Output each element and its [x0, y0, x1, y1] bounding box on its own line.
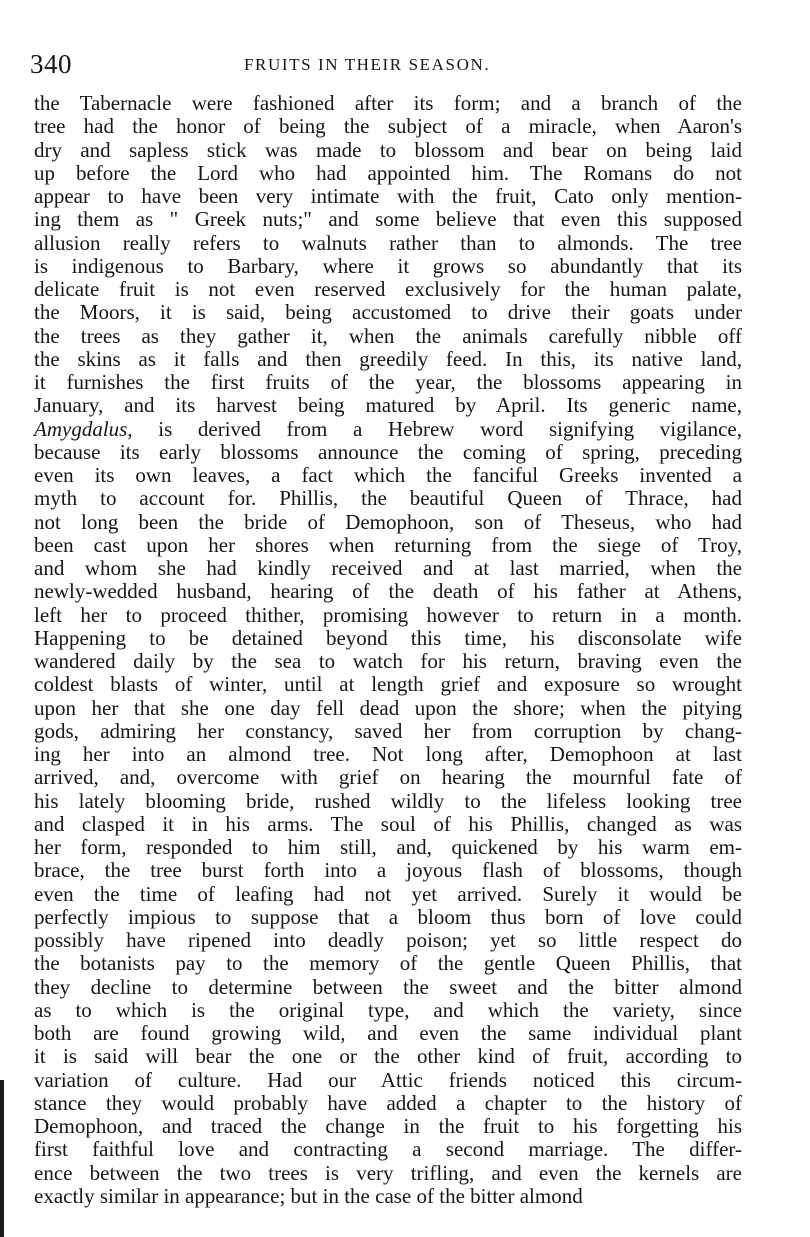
- text-line: ence between the two trees is very trifling, and even the kernels are: [34, 1160, 742, 1185]
- text-line: myth to account for. Phillis, the beautiful Queen of Thrace, had: [34, 486, 742, 511]
- text-line: it is said will bear the one or the other kind of fruit, according to: [34, 1044, 742, 1069]
- text-line: and clasped it in his arms. The soul of his Phillis, changed as was: [34, 811, 742, 836]
- text-line: January, and its harvest being matured by April. Its generic name,: [34, 393, 742, 418]
- text-line: wandered daily by the sea to watch for his return, braving even the: [34, 649, 742, 673]
- text-line: they decline to determine between the sweet and the bitter almond: [34, 974, 742, 999]
- text-line: upon her that she one day fell dead upon the shore; when the pitying: [34, 695, 742, 720]
- text-line: stance they would probably have added a chapter to the history of: [34, 1090, 742, 1115]
- text-line: coldest blasts of winter, until at length grief and exposure so wrought: [34, 672, 742, 697]
- text-line: been cast upon her shores when returning from the siege of Troy,: [34, 532, 742, 557]
- text-line: her form, responded to him still, and, quickened by his warm em-: [34, 835, 742, 859]
- text-line: dry and sapless stick was made to blossom and bear on being laid: [34, 137, 742, 162]
- genus-name: Amygdalus: [34, 416, 128, 441]
- text-line: up before the Lord who had appointed him. The Romans do not: [34, 160, 742, 185]
- text-line: the trees as they gather it, when the animals carefully nibble off: [34, 323, 742, 348]
- text-line: left her to proceed thither, promising however to return in a month.: [34, 602, 742, 627]
- text-line: his lately blooming bride, rushed wildly to the lifeless looking tree: [34, 788, 742, 813]
- body-text: [34, 92, 742, 1208]
- text-line: perfectly impious to suppose that a bloom thus born of love could: [34, 904, 742, 929]
- text-line: ing them as " Greek nuts;" and some believe that even this supposed: [34, 207, 742, 232]
- text-line: both are found growing wild, and even the same individual plant: [34, 1021, 742, 1045]
- page-number: 340: [30, 49, 72, 79]
- text-line: arrived, and, overcome with grief on hearing the mournful fate of: [34, 765, 742, 790]
- text-line: appear to have been very intimate with the fruit, Cato only mention-: [34, 184, 742, 208]
- text-line: even the time of leafing had not yet arrived. Surely it would be: [34, 881, 742, 906]
- text-line: and whom she had kindly received and at last married, when the: [34, 556, 742, 580]
- text-line: the skins as it falls and then greedily feed. In this, its native land,: [34, 346, 742, 371]
- running-title: FRUITS IN THEIR SEASON.: [244, 55, 491, 74]
- text-line: brace, the tree burst forth into a joyous flash of blossoms, though: [34, 858, 742, 883]
- text-line: Demophoon, and traced the change in the fruit to his forgetting his: [34, 1114, 742, 1138]
- text-line: because its early blossoms announce the coming of spring, preceding: [34, 439, 742, 464]
- text-line: newly-wedded husband, hearing of the death of his father at Athens,: [34, 579, 742, 604]
- text-line: first faithful love and contracting a second marriage. The differ-: [34, 1137, 742, 1162]
- scan-edge-shadow: [0, 1080, 4, 1237]
- text-line: tree had the honor of being the subject of a miracle, when Aaron's: [34, 114, 742, 139]
- text-line: ing her into an almond tree. Not long after, Demophoon at last: [34, 742, 742, 766]
- text-line: Happening to be detained beyond this time, his disconsolate wife: [34, 625, 742, 650]
- text-line: the botanists pay to the memory of the gentle Queen Phillis, that: [34, 951, 742, 976]
- text-line: it furnishes the first fruits of the year, the blossoms appearing in: [34, 370, 742, 394]
- text-line: not long been the bride of Demophoon, son of Theseus, who had: [34, 509, 742, 534]
- text-line: is indigenous to Barbary, where it grows so abundantly that its: [34, 253, 742, 278]
- text-line: gods, admiring her constancy, saved her from corruption by chang-: [34, 718, 742, 743]
- text-line: the Tabernacle were fashioned after its form; and a branch of the: [34, 91, 742, 115]
- text-line: Amygdalus, is derived from a Hebrew word signifying vigilance,: [34, 416, 742, 441]
- text-line: even its own leaves, a fact which the fanciful Greeks invented a: [34, 463, 742, 487]
- page-header: [30, 46, 720, 82]
- text-line: allusion really refers to walnuts rather than to almonds. The tree: [34, 230, 742, 255]
- text-line: exactly similar in appearance; but in the case of the bitter almond: [34, 1183, 583, 1208]
- text-line: delicate fruit is not even reserved exclusively for the human palate,: [34, 277, 742, 301]
- text-line: possibly have ripened into deadly poison; yet so little respect do: [34, 928, 742, 952]
- text-line: the Moors, it is said, being accustomed to drive their goats under: [34, 300, 742, 325]
- text-line: as to which is the original type, and which the variety, since: [34, 997, 742, 1022]
- text-line: variation of culture. Had our Attic friends noticed this circum-: [34, 1067, 742, 1092]
